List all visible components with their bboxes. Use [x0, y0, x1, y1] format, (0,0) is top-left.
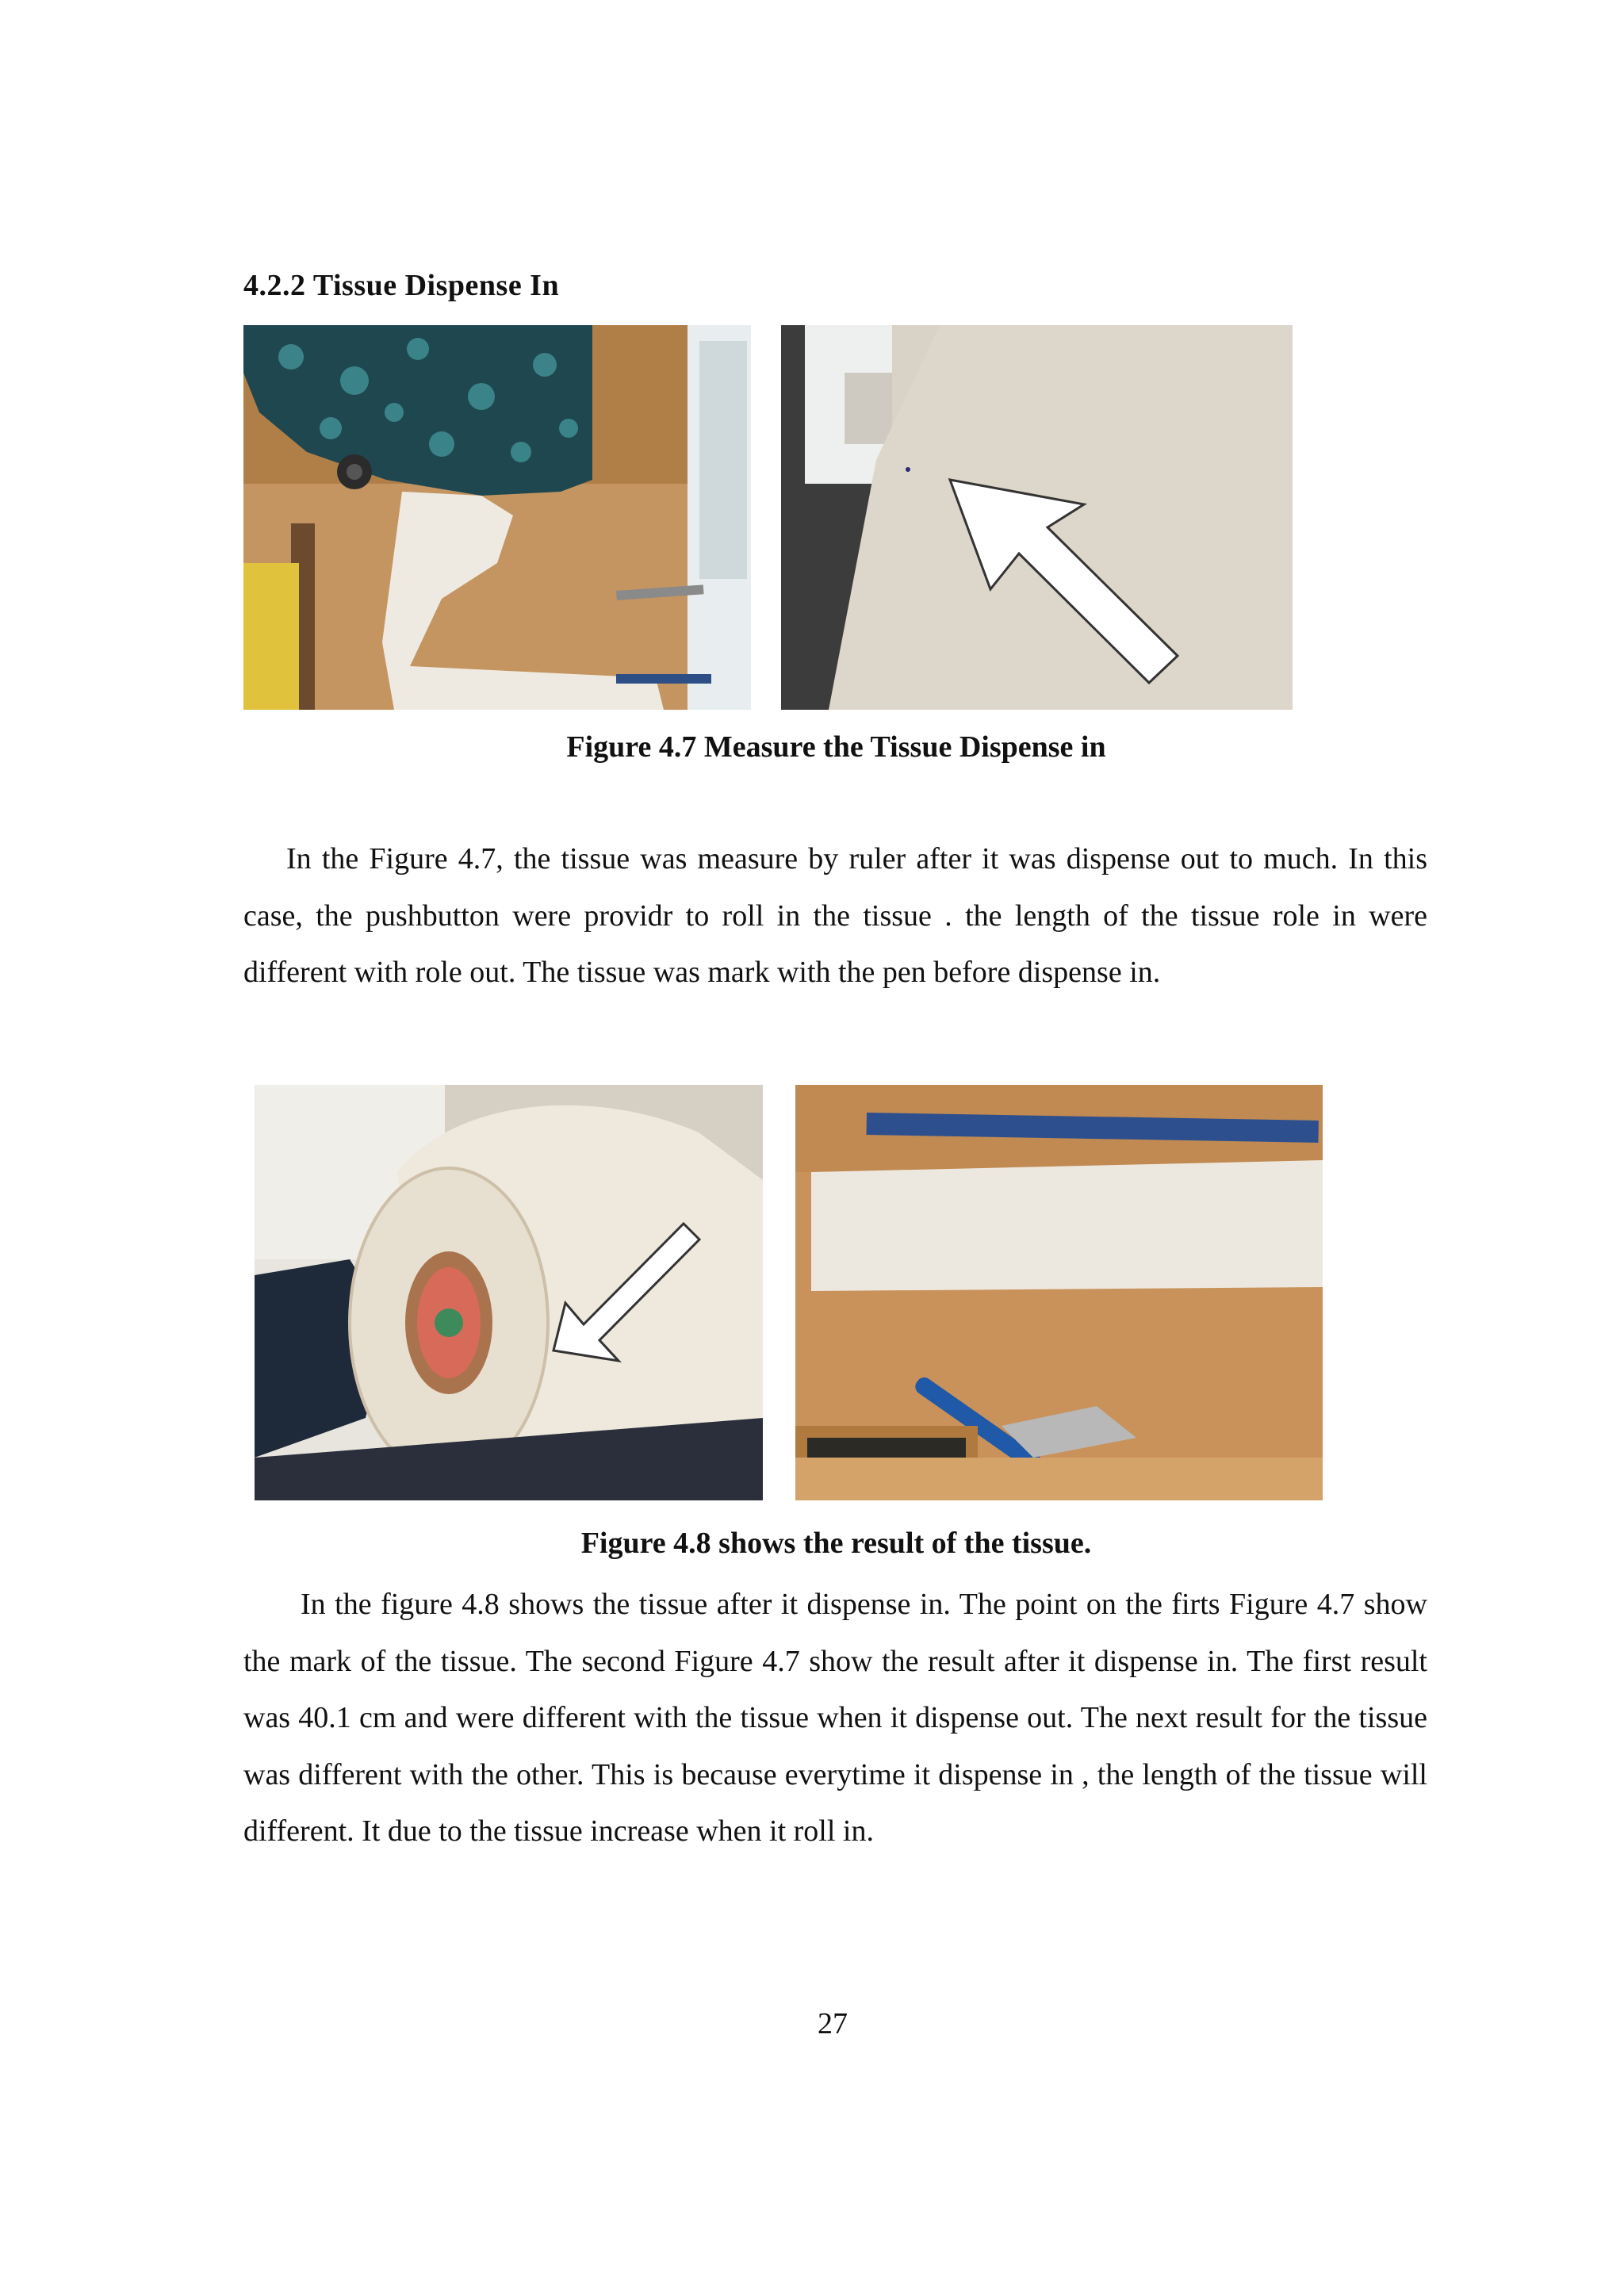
- paragraph-1: In the Figure 4.7, the tissue was measure by ruler after it was dispense out to much. In this case, the pushbutton were providr to roll in the tissue . the length of the tissue role in were different with role out. The tissue was mark with the pen before dispense in.: [243, 842, 1427, 989]
- section-heading: 4.2.2 Tissue Dispense In: [243, 269, 560, 302]
- page-number: 27: [818, 2007, 848, 2040]
- figure-4-8-photo-tissue-roll: [255, 1085, 763, 1500]
- figure-4-7-caption: Figure 4.7 Measure the Tissue Dispense in: [566, 730, 1106, 764]
- figure-4-8-caption: Figure 4.8 shows the result of the tissue.: [580, 1527, 1092, 1560]
- figure-4-7-photo-tissue-mark: [781, 325, 1293, 710]
- paragraph-2: In the figure 4.8 shows the tissue after it dispense in. The point on the firts Figure 4.7 show the mark of the tissue. The second Figure 4.7 show the result after it dispense in. The first result was 40.1 cm and were different with the tissue when it dispense out. The next result for the tissue was different with the other. This is because everytime it dispense in , the length of the tissue will different. It due to the tissue increase when it roll in.: [243, 1588, 1427, 1848]
- figure-4-7-photo-dispenser: [243, 325, 751, 710]
- figure-4-8-photo-measured-strip: [795, 1085, 1323, 1500]
